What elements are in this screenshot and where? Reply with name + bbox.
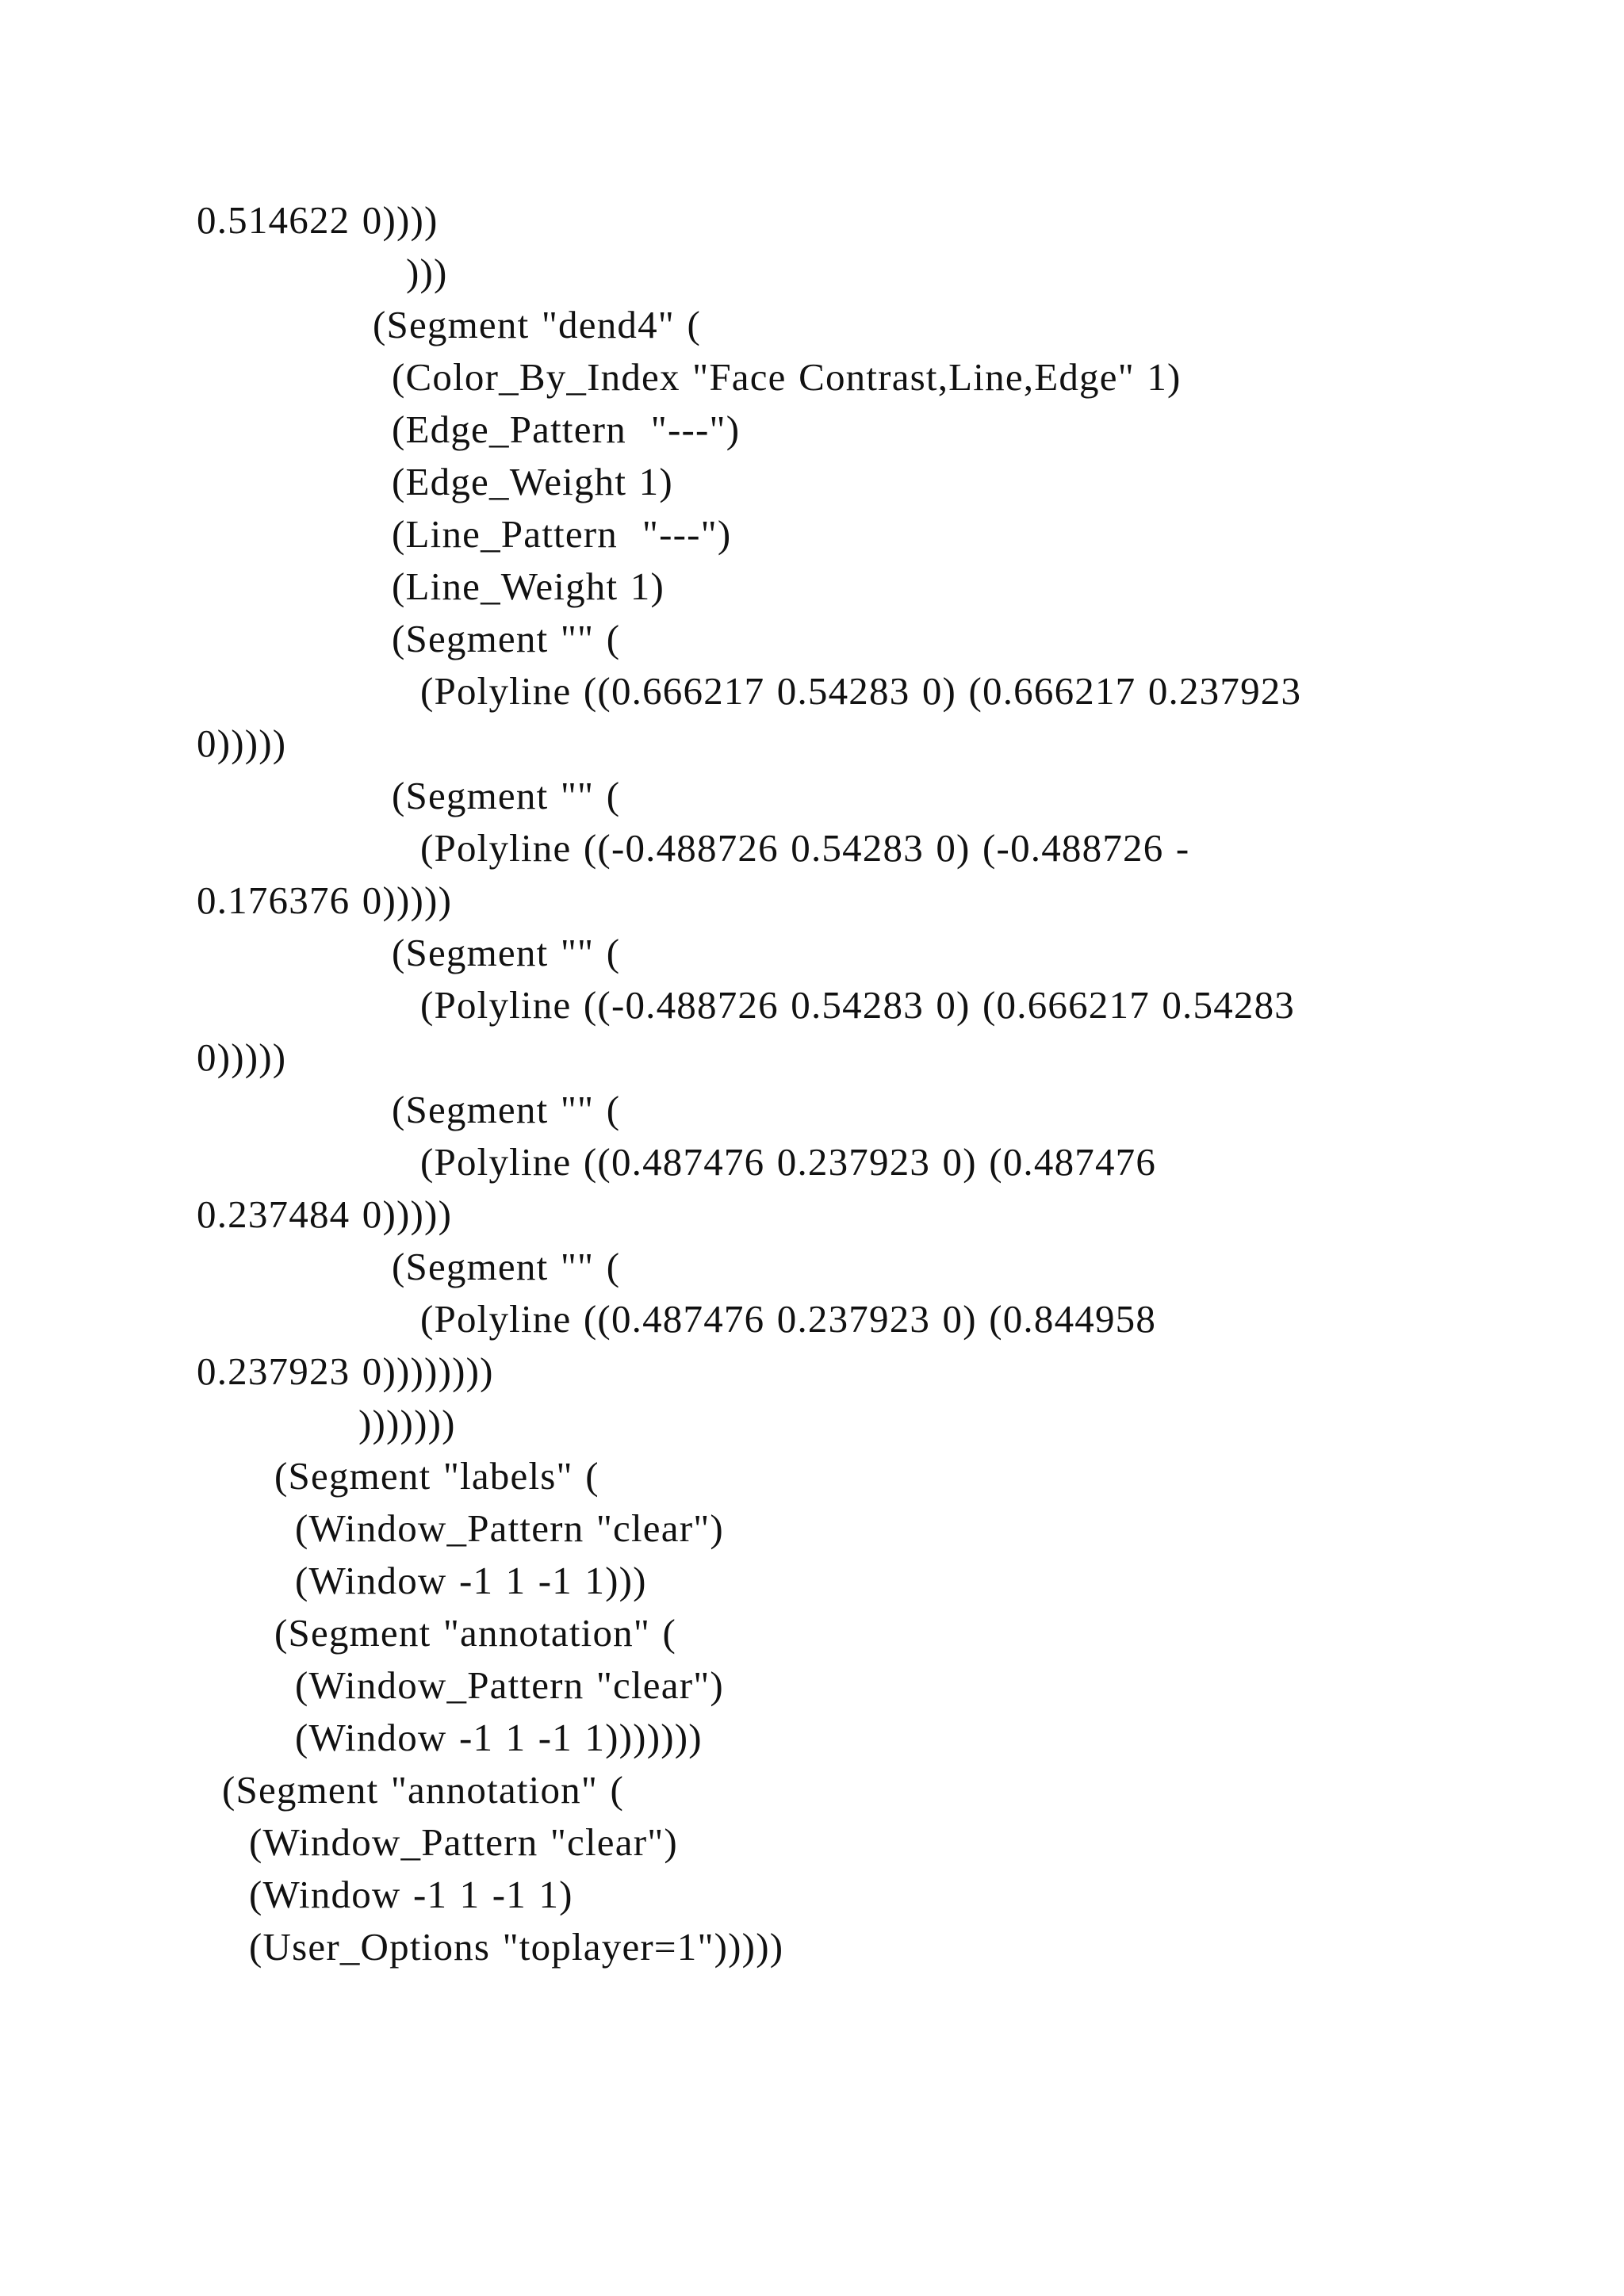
code-line: (Window_Pattern "clear") bbox=[295, 1663, 724, 1707]
code-line: (Window -1 1 -1 1))))))) bbox=[295, 1716, 703, 1759]
code-line: (Color_By_Index "Face Contrast,Line,Edge" 1) bbox=[392, 355, 1182, 399]
code-line: ))))))) bbox=[358, 1402, 456, 1445]
code-line: (Segment "labels" ( bbox=[274, 1454, 599, 1498]
code-line: (Polyline ((0.487476 0.237923 0) (0.487476 bbox=[420, 1140, 1157, 1184]
code-line: (Polyline ((0.666217 0.54283 0) (0.666217 0.237923 bbox=[420, 669, 1302, 713]
code-line: (Window -1 1 -1 1) bbox=[249, 1873, 573, 1916]
code-line: 0.237923 0)))))))) bbox=[197, 1349, 494, 1393]
code-line: (Polyline ((0.487476 0.237923 0) (0.844958 bbox=[420, 1297, 1157, 1341]
code-line: (Polyline ((-0.488726 0.54283 0) (0.666217 0.54283 bbox=[420, 983, 1295, 1027]
code-line: (Segment "" ( bbox=[392, 931, 621, 974]
code-line: (Segment "" ( bbox=[392, 1245, 621, 1288]
code-line: 0.514622 0)))) bbox=[197, 198, 439, 242]
code-line: (Edge_Weight 1) bbox=[392, 460, 673, 503]
code-line: (Polyline ((-0.488726 0.54283 0) (-0.488726 - bbox=[420, 826, 1190, 870]
code-line: (Line_Weight 1) bbox=[392, 564, 665, 608]
code-line: (Edge_Pattern "---") bbox=[392, 408, 741, 451]
code-line: 0.176376 0))))) bbox=[197, 878, 453, 922]
code-line: (Window_Pattern "clear") bbox=[295, 1506, 724, 1550]
code-line: (Segment "" ( bbox=[392, 617, 621, 660]
code-line: 0.237484 0))))) bbox=[197, 1192, 453, 1236]
code-line: 0))))) bbox=[197, 1035, 287, 1079]
code-line: (Window_Pattern "clear") bbox=[249, 1820, 678, 1864]
code-line: (Window -1 1 -1 1))) bbox=[295, 1559, 647, 1602]
code-line: (User_Options "toplayer=1"))))) bbox=[249, 1925, 784, 1969]
code-line: (Segment "annotation" ( bbox=[274, 1611, 677, 1655]
code-line: ))) bbox=[406, 251, 448, 294]
code-line: 0))))) bbox=[197, 721, 287, 765]
code-line: (Segment "annotation" ( bbox=[222, 1768, 625, 1812]
code-line: (Segment "" ( bbox=[392, 774, 621, 817]
code-line: (Segment "" ( bbox=[392, 1088, 621, 1131]
code-line: (Line_Pattern "---") bbox=[392, 512, 732, 556]
code-line: (Segment "dend4" ( bbox=[373, 303, 701, 346]
